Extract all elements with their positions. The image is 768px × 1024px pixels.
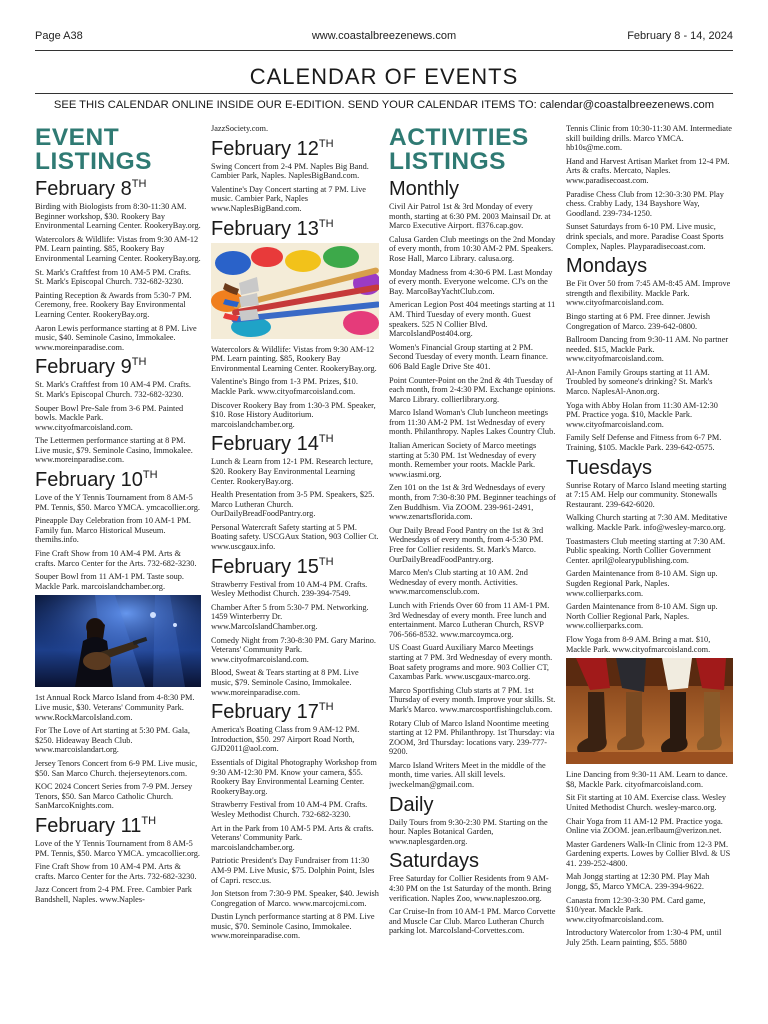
activity-entry: Calusa Garden Club meetings on the 2nd Monday of every month, from 10:30 AM-2 PM. Speakers. Rose Hall, Marco Library. calusa.org.	[389, 234, 556, 263]
activity-entry: Rotary Club of Marco Island Noontime meeting starting at 12 PM. Philanthropy. 1st Thursday: via ZOOM, 3rd Thursday: locations vary. 239-777-9200.	[389, 718, 555, 757]
day-heading: February 13TH	[211, 217, 334, 240]
paintbrushes-photo-graphic	[211, 243, 379, 339]
event-entry: Watercolors & Wildlife: Vistas from 9:30 AM-12 PM. Learn painting. $85, Rookery Bay Environmental Learning Center. RookeryBay.org.	[211, 344, 377, 373]
event-entry: Watercolors & Wildlife: Vistas from 9:30 AM-12 PM. Learn painting. $85, Rookery Bay Environmental Learning Center. RookeryBay.org.	[35, 234, 201, 263]
paintbrushes-photo	[211, 243, 379, 339]
activity-entry: US Coast Guard Auxiliary Marco Meetings starting at 7 PM. 3rd Wednesday of every month. Boat safety programs and more. 903 Collier CT, Caxambas Park. www.uscgaux-marco.org.	[389, 643, 553, 682]
activity-entry: Monday Madness from 4:30-6 PM. Last Monday of every month. Everyone welcome. CJ's on the Bay. MarcoBayYachtClub.com.	[389, 267, 553, 296]
page-subtitle: SEE THIS CALENDAR ONLINE INSIDE OUR E-EDITION. SEND YOUR CALENDAR ITEMS TO: calendar@coastalbreezenews.com	[53, 99, 715, 111]
column-activities-listings	[389, 124, 557, 1012]
heading-line: LISTINGS	[35, 148, 152, 175]
event-entry-carry-over: JazzSociety.com.	[211, 124, 269, 133]
group-heading: Daily	[389, 793, 434, 816]
event-entry: Painting Reception & Awards from 5:30-7 PM. Ceremony, free. Rookery Bay Environmental Learning Center. RookeryBay.org.	[35, 290, 192, 319]
section-heading-activities-listings	[389, 126, 557, 174]
event-entry: Jersey Tenors Concert from 6-9 PM. Live music, $50. San Marco Church. thejerseytenors.com.	[35, 758, 198, 778]
activity-entry: Canasta from 12:30-3:30 PM. Card game, $10/year. Mackle Park. www.cityofmarcoisland.com.	[566, 895, 706, 924]
event-entry: Patriotic President's Day Fundraiser from 11:30 AM-9 PM. Live Music, $75. Dolphin Point, Isles of Capri. rcscc.us.	[211, 856, 375, 885]
activity-entry: Be Fit Over 50 from 7:45 AM-8:45 AM. Improve strength and flexibility. Mackle Park. www.cityofmarcoisland.com.	[566, 279, 731, 308]
activity-entry: Tennis Clinic from 10:30-11:30 AM. Intermediate skill building drills. Marco YMCA. hb10s@me.com.	[566, 124, 732, 153]
title-rule	[35, 93, 733, 94]
activity-entry: Family Self Defense and Fitness from 6-7 PM. Training, $105. Mackle Park. 239-642-0575.	[566, 433, 722, 453]
column-event-listings	[35, 124, 201, 1012]
heading-line: LISTINGS	[389, 148, 506, 175]
event-entry: Jon Stetson from 7:30-9 PM. Speaker, $40. Jewish Congregation of Marco. www.marcojcmi.com.	[211, 889, 379, 908]
page-title: CALENDAR OF EVENTS	[249, 64, 519, 89]
website-url[interactable]: www.coastalbreezenews.com	[311, 30, 457, 42]
event-entry: St. Mark's Craftfest from 10 AM-5 PM. Crafts. St. Mark's Episcopal Church. 732-682-3230.	[35, 267, 191, 287]
group-heading: Saturdays	[389, 850, 480, 873]
activity-entry: Italian American Society of Marco meetings starting at 5:30 PM. 1st Wednesday of every month. Remember your roots. Mackle Park. www.iasmi.org.	[389, 441, 537, 479]
activity-entry: Marco Men's Club starting at 10 AM. 2nd Wednesday of every month. Activities. www.marcomensclub.com.	[389, 568, 528, 597]
activity-entry: Marco Sportfishing Club starts at 7 PM. 1st Thursday of every month. Improve your skills. St. Mark's Marco. www.marcosportfishingclub.com.	[389, 685, 556, 714]
guitarist-photo	[35, 595, 201, 687]
activity-entry: Garden Maintenance from 8-10 AM. Sign up. Sugden Regional Park, Naples. www.collierparks.com.	[566, 569, 718, 598]
event-entry: For The Love of Art starting at 5:30 PM. Gala, $250. Hideaway Beach Club. www.marcoislandart.org.	[35, 726, 190, 755]
activity-entry: Ballroom Dancing from 9:30-11 AM. No partner needed. $15, Mackle Park. www.cityofmarcoisland.com.	[566, 335, 729, 364]
event-entry: Lunch & Learn from 12-1 PM. Research lecture, $20. Rookery Bay Environmental Learning Center. RookeryBay.org.	[211, 457, 373, 486]
activity-entry: Line Dancing from 9:30-11 AM. Learn to dance. $8, Mackle Park. cityofmarcoisland.com.	[566, 770, 728, 789]
activity-entry: Sunrise Rotary of Marco Island meeting starting at 7:15 AM. Help our community. Stonewalls Restaurant. 239-642-6020.	[566, 480, 727, 509]
activity-entry: Marco Island Writers Meet in the middle of the month, time varies. All skill levels. jweckelman@gmail.com.	[389, 760, 546, 790]
activity-entry: American Legion Post 404 meetings starting at 11 AM. Third Tuesday of every month. Guest speakers. 525 N Collier Blvd. MarcoIslandPost404.org.	[389, 300, 556, 339]
activity-entry: Paradise Chess Club from 12:30-3:30 PM. Play chess. Crabby Lady, 134 Bayshore Way, Goodland. 239-734-1250.	[566, 189, 724, 218]
activity-entry: Flow Yoga from 8-9 AM. Bring a mat. $10, Mackle Park. www.cityofmarcoisland.com.	[566, 634, 711, 654]
event-entry: Strawberry Festival from 10 AM-4 PM. Crafts. Wesley Methodist Church. 732-682-3230.	[211, 800, 368, 819]
day-heading: February 9TH	[35, 356, 147, 379]
activity-entry: Toastmasters Club meeting starting at 7:30 AM. Public speaking. North Collier Government Center. april@olearypublishing.com.	[566, 536, 726, 565]
event-entry: Fine Craft Show from 10 AM-4 PM. Arts & crafts. Marco Center for the Arts. 732-682-3230.	[35, 862, 197, 881]
event-entry: The Lettermen performance starting at 8 PM. Live music, $79. Seminole Casino, Immokalee. www.moreinparadise.com.	[35, 436, 193, 465]
header-rule	[35, 50, 733, 51]
event-entry: 1st Annual Rock Marco Island from 4-8:30 PM. Live music, $30. Veterans' Community Park. www.RockMarcoIsland.com.	[35, 693, 195, 722]
event-entry: Jazz Concert from 2-4 PM. Free. Cambier Park Bandshell, Naples. www.Naples-	[35, 885, 192, 904]
activity-entry: Garden Maintenance from 8-10 AM. Sign up. North Collier Regional Park, Naples. www.collierparks.com.	[566, 602, 718, 631]
page-number: Page A38	[35, 30, 83, 42]
activity-entry: Lunch with Friends Over 60 from 11 AM-1 PM. 3rd Wednesday of every month. Free lunch and entertainment. Marco Lutheran Church, RSVP 706-566-8532. www.marcoymca.org.	[389, 600, 550, 639]
day-heading: February 11TH	[35, 814, 157, 837]
issue-date-range: February 8 - 14, 2024	[627, 30, 733, 42]
activity-entry: Point Counter-Point on the 2nd & 4th Tuesday of each month, from 2-4:30 PM. Exchange opinions. Marco Library. collierlibrary.org.	[389, 375, 556, 404]
event-entry: Discover Rookery Bay from 1:30-3 PM. Speaker, $10. Rose History Auditorium. marcoislandchamber.org.	[211, 400, 376, 429]
column-event-listings-continued	[211, 124, 379, 1012]
activity-entry: Yoga with Abby Holan from 11:30 AM-12:30 PM. Practice yoga. $10, Mackle Park. www.cityofmarcoisland.com.	[566, 400, 718, 429]
line-dancing-boots-photo-graphic	[566, 658, 733, 764]
event-entry: Chamber After 5 from 5:30-7 PM. Networking. 1459 Winterberry Dr. www.MarcoIslandChamber.org.	[211, 602, 369, 632]
day-heading: February 12TH	[211, 137, 334, 160]
heading-line: EVENT	[35, 124, 120, 151]
activity-entry: Chair Yoga from 11 AM-12 PM. Practice yoga. Online via ZOOM. jean.erlbaum@verizon.net.	[566, 816, 723, 836]
group-heading: Monthly	[389, 178, 460, 200]
event-entry: Birding with Biologists from 8:30-11:30 AM. Beginner workshop, $30. Rookery Bay Environmental Learning Center. RookeryBay.org.	[35, 202, 201, 231]
event-entry: Souper Bowl Pre-Sale from 3-6 PM. Painted bowls. Mackle Park. www.cityofmarcoisland.com.	[35, 403, 184, 432]
event-entry: Strawberry Festival from 10 AM-4 PM. Crafts. Wesley Methodist Church. 239-394-7549.	[211, 579, 368, 599]
event-entry: Comedy Night from 7:30-8:30 PM. Gary Marino. Veterans' Community Park. www.cityofmarcoisland.com.	[211, 635, 377, 664]
event-entry: Dustin Lynch performance starting at 8 PM. Live music, $70. Seminole Casino, Immokalee. www.moreinparadise.com.	[211, 912, 375, 941]
day-heading: February 10TH	[35, 469, 158, 492]
activity-entry: Civil Air Patrol 1st & 3rd Monday of every month, starting at 6:30 PM. 2003 Mainsail Dr. at Marco Executive Airport. fl376.cap.gov.	[389, 202, 551, 231]
event-entry: America's Boating Class from 9 AM-12 PM. Introduction, $50. 297 Airport Road North, GJD2011@aol.com.	[211, 725, 360, 754]
activity-entry: Walking Church starting at 7:30 AM. Meditative walking. Mackle Park. info@wesley-marco.org.	[566, 513, 728, 532]
day-heading: February 8TH	[35, 178, 147, 200]
activity-entry: Zen 101 on the 1st & 3rd Wednesdays of every month, from 7:30-8:30 PM. Beginner teachings of Zen Buddhism. Via ZOOM. 239-961-2491, www.zenartsflorida.com.	[389, 483, 556, 522]
day-heading: February 15TH	[211, 555, 334, 578]
activity-entry: Marco Island Woman's Club luncheon meetings from 11:30 AM-2 PM. 1st Wednesday of every month. Philanthropy. Naples Lakes Country Club.	[389, 408, 556, 437]
activity-entry: Our Daily Bread Food Pantry on the 1st & 3rd Wednesdays of every month, from 4-5:30 PM. Free for Collier residents. St. Mark's Marco. OurDailyBreadFoodPantry.org.	[389, 525, 544, 564]
event-entry: Aaron Lewis performance starting at 8 PM. Live music, $40. Seminole Casino, Immokalee. www.moreinparadise.com.	[35, 323, 197, 352]
event-entry: Swing Concert from 2-4 PM. Naples Big Band. Cambier Park, Naples. NaplesBigBand.com.	[211, 161, 369, 181]
activity-entry: Car Cruise-In from 10 AM-1 PM. Marco Corvette and Muscle Car Club. Marco Lutheran Church parking lot. MarcoIsland-Corvettes.com.	[389, 907, 556, 936]
activity-entry: Bingo starting at 6 PM. Free dinner. Jewish Congregation of Marco. 239-642-0800.	[566, 311, 711, 331]
activity-entry: Mah Jongg starting at 12:30 PM. Play Mah Jongg, $5, Marco YMCA. 239-394-9622.	[566, 872, 710, 892]
activity-entry: Sit Fit starting at 10 AM. Exercise class. Wesley United Methodist Church. wesley-marco.org.	[566, 793, 727, 812]
event-entry: St. Mark's Craftfest from 10 AM-4 PM. Crafts. St. Mark's Episcopal Church. 732-682-3230.	[35, 380, 191, 399]
page-header	[35, 30, 733, 44]
activity-entry: Introductory Watercolor from 1:30-4 PM, until July 25th. Learn painting, $55. 5880	[566, 928, 722, 948]
section-heading-event-listings	[35, 126, 201, 174]
guitarist-photo-graphic	[35, 595, 201, 687]
day-heading: February 14TH	[211, 433, 334, 456]
event-entry: Blood, Sweat & Tears starting at 8 PM. Live music, $79. Seminole Casino, Immokalee. www.moreinparadise.com.	[211, 668, 359, 697]
activity-entry: Daily Tours from 9:30-2:30 PM. Starting on the hour. Naples Botanical Garden, www.naplesgarden.org.	[389, 817, 548, 846]
event-entry: Fine Craft Show from 10 AM-4 PM. Arts & crafts. Marco Center for the Arts. 732-682-3230.	[35, 549, 197, 568]
day-heading: February 17TH	[211, 701, 334, 724]
group-heading: Tuesdays	[566, 456, 652, 479]
activity-entry: Free Saturday for Collier Residents from 9 AM-4:30 PM on the 1st Saturday of the month. Bring verification. Naples Zoo, www.napleszoo.org.	[389, 874, 552, 903]
activity-entry: Hand and Harvest Artisan Market from 12-4 PM. Arts & crafts. Mercato, Naples. www.paradisecoast.com.	[566, 156, 730, 185]
event-entry: Essentials of Digital Photography Workshop from 9:30 AM-12:30 PM. Know your camera, $55. Rookery Bay Environmental Learning Center. RookeryBay.org.	[211, 757, 377, 796]
event-entry: Health Presentation from 3-5 PM. Speakers, $25. Marco Lutheran Church. OurDailyBreadFoodPantry.org.	[211, 490, 375, 519]
heading-line: ACTIVITIES	[389, 124, 529, 151]
event-entry: Souper Bowl from 11 AM-1 PM. Taste soup. Mackle Park. marcoislandchamber.org.	[35, 572, 184, 591]
activity-entry: Al-Anon Family Groups starting at 11 AM. Troubled by someone's drinking? St. Mark's Marco. NaplesAl-Anon.org.	[566, 367, 713, 397]
group-heading: Mondays	[566, 255, 648, 278]
column-activities-continued	[566, 124, 733, 1012]
event-entry: Personal Watercraft Safety starting at 5 PM. Boating safety. USCGAux Station, 903 Collier Ct. www.uscgaux.info.	[211, 522, 379, 552]
event-entry: Valentine's Bingo from 1-3 PM. Prizes, $10. Mackle Park. www.cityofmarcoisland.com.	[211, 377, 358, 396]
activity-entry: Master Gardeners Walk-In Clinic from 12-3 PM. Gardening experts. Lowes by Collier Blvd. & US 41. 239-252-4800.	[566, 839, 731, 868]
event-entry: Valentine's Day Concert starting at 7 PM. Live music. Cambier Park, Naples www.NaplesBigBand.com.	[211, 184, 366, 213]
event-entry: KOC 2024 Concert Series from 7-9 PM. Jersey Tenors, $50. San Marco Catholic Church. SanMarcoKnights.com.	[35, 782, 193, 811]
activity-entry: Women's Financial Group starting at 2 PM. Second Tuesday of every month. Learn finance. 606 Bald Eagle Drive Ste 401.	[389, 342, 548, 371]
event-entry: Pineapple Day Celebration from 10 AM-1 PM. Family fun. Marco Historical Museum. themihs.info.	[35, 516, 192, 545]
event-entry: Love of the Y Tennis Tournament from 8 AM-5 PM. Tennis, $50. Marco YMCA. ymcacollier.org.	[35, 838, 200, 858]
activity-entry: Sunset Saturdays from 6-10 PM. Live music, drink specials, and more. Paradise Coast Sports Complex, Naples. Playparadisecoast.com.	[566, 222, 724, 251]
event-entry: Art in the Park from 10 AM-5 PM. Arts & crafts. Veterans' Community Park. marcoislandchamber.org.	[211, 823, 374, 852]
line-dancing-boots-photo	[566, 658, 733, 764]
event-entry: Love of the Y Tennis Tournament from 8 AM-5 PM. Tennis, $50. Marco YMCA. ymcacollier.org.	[35, 493, 200, 512]
